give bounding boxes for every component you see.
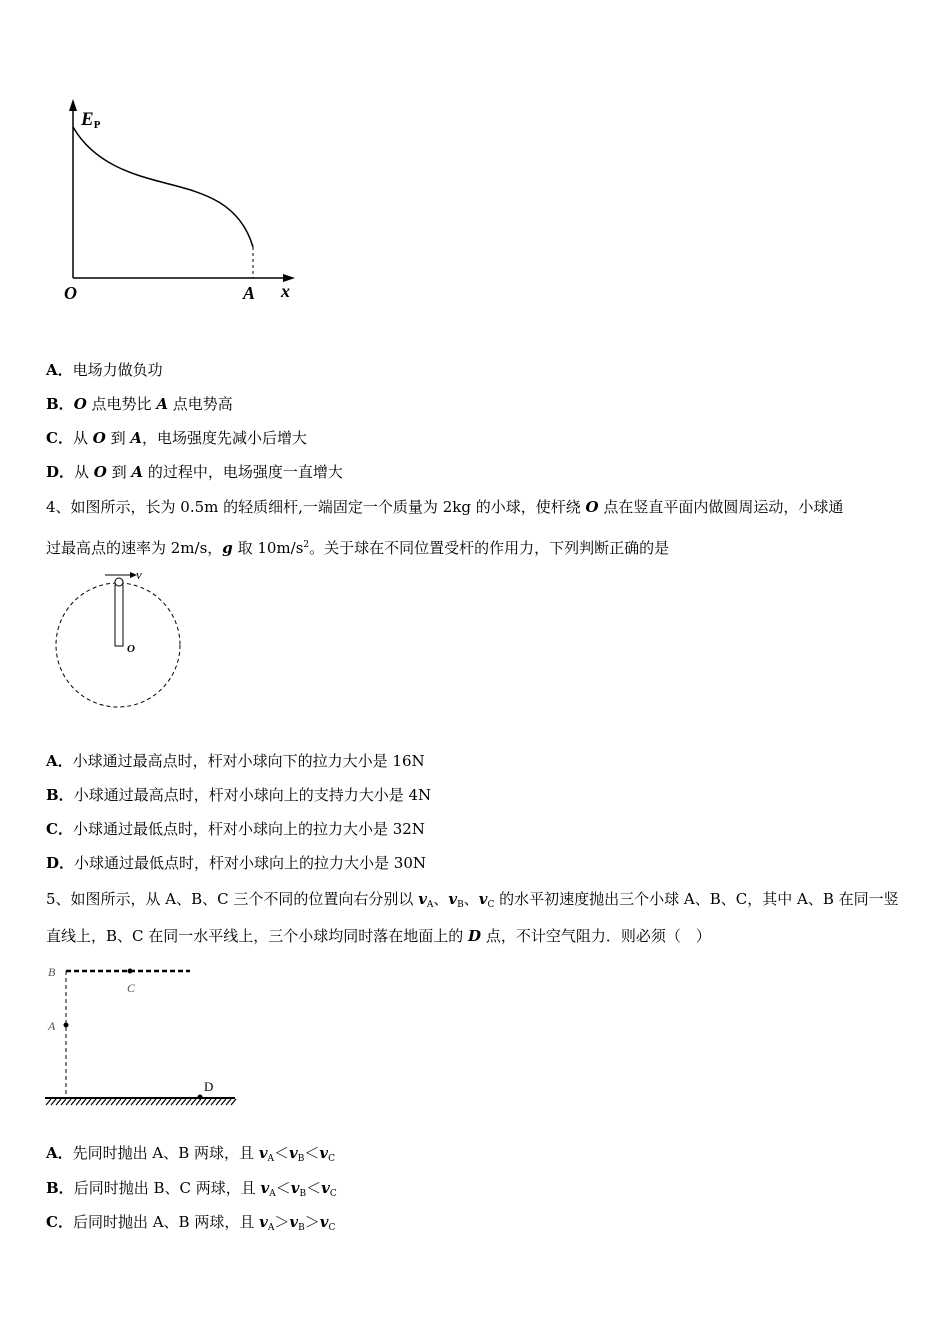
text-segment: C (329, 1189, 337, 1199)
q5-stem-line-1 (46, 889, 899, 915)
q3-option-c (46, 428, 307, 448)
label-b: B (48, 965, 56, 979)
text-segment: A (426, 900, 434, 910)
text-segment: v (259, 1213, 268, 1231)
svg-text:EP (80, 109, 101, 131)
text-segment: C (328, 1223, 336, 1233)
q4-stem-line-2 (46, 535, 669, 558)
hatch-mark (206, 1099, 211, 1105)
text-segment: 到 (106, 463, 132, 481)
text-segment: ＜ (274, 1144, 290, 1162)
ground-hatching (46, 1099, 236, 1105)
hatch-mark (121, 1099, 126, 1105)
hatch-mark (196, 1099, 201, 1105)
hatch-mark (146, 1099, 151, 1105)
circular-motion-diagram (50, 565, 190, 715)
hatch-mark (231, 1099, 236, 1105)
projectile-diagram (40, 960, 240, 1110)
text-segment: B． (46, 1179, 74, 1197)
text-segment: B (457, 900, 464, 910)
text-segment: C (328, 1154, 336, 1164)
hatch-mark (131, 1099, 136, 1105)
hatch-mark (86, 1099, 91, 1105)
point-a-label: A (243, 283, 256, 303)
text-segment: 取 10m/s (232, 539, 304, 557)
y-axis-label-sub: P (93, 119, 101, 131)
hatch-mark (161, 1099, 166, 1105)
potential-energy-graph (55, 95, 315, 310)
text-segment: C． (46, 1213, 73, 1231)
text-segment: B． (46, 786, 74, 804)
text-segment: C． (46, 820, 73, 838)
text-segment: D． (46, 854, 75, 872)
text-segment: 4、如图所示，长为 0.5m 的轻质细杆,一端固定一个质量为 2kg 的小球，使杆绕 (46, 498, 586, 516)
hatch-mark (201, 1099, 206, 1105)
energy-curve (73, 127, 253, 247)
text-segment: D． (46, 463, 75, 481)
text-segment: D (468, 927, 482, 945)
text-segment: ＞ (304, 1213, 320, 1231)
hatch-mark (61, 1099, 66, 1105)
y-axis-arrow (69, 99, 77, 111)
q4-option-b (46, 785, 431, 805)
text-segment: 小球通过最高点时，杆对小球向下的拉力大小是 16N (72, 752, 425, 770)
text-segment: 2 (303, 540, 310, 550)
hatch-mark (46, 1099, 51, 1105)
text-segment: B (298, 1223, 305, 1233)
text-segment: v (448, 890, 458, 908)
q3-option-b (46, 394, 233, 414)
hatch-mark (171, 1099, 176, 1105)
q5-stem-line-2 (46, 926, 711, 946)
text-segment: 小球通过最低点时，杆对小球向上的拉力大小是 32N (72, 820, 425, 838)
text-segment: v (321, 1179, 330, 1197)
origin-label: O (64, 283, 77, 303)
text-segment: 小球通过最高点时，杆对小球向上的支持力大小是 4N (73, 786, 432, 804)
text-segment: 后同时抛出 B、C 两球，且 (73, 1179, 261, 1197)
text-segment: v (478, 890, 488, 908)
hatch-mark (81, 1099, 86, 1105)
text-segment: A (130, 429, 142, 447)
hatch-mark (166, 1099, 171, 1105)
text-segment: 、 (463, 890, 479, 908)
text-segment: 后同时抛出 A、B 两球，且 (72, 1213, 260, 1231)
hatch-mark (126, 1099, 131, 1105)
hatch-mark (56, 1099, 61, 1105)
velocity-label: v (136, 567, 142, 582)
hatch-mark (211, 1099, 216, 1105)
text-segment: 、 (433, 890, 449, 908)
text-segment: v (418, 890, 427, 908)
text-segment: v (258, 1144, 268, 1162)
label-d: D (204, 1079, 214, 1094)
hatch-mark (136, 1099, 141, 1105)
text-segment: C． (46, 429, 73, 447)
text-segment: ＜ (275, 1179, 291, 1197)
text-segment: 点电势比 (86, 395, 157, 413)
text-segment: 点，不计空气阻力．则必须（ ） (481, 927, 711, 945)
text-segment: g (222, 539, 233, 557)
text-segment: A (131, 463, 144, 481)
text-segment: A． (46, 752, 73, 770)
text-segment: B (299, 1189, 307, 1199)
hatch-mark (111, 1099, 116, 1105)
hatch-mark (221, 1099, 226, 1105)
text-segment: O (93, 463, 107, 481)
text-segment: 过最高点的速率为 2m/s， (46, 539, 223, 557)
q3-option-d (46, 462, 343, 482)
hatch-mark (216, 1099, 221, 1105)
hatch-mark (226, 1099, 231, 1105)
x-axis-label: x (281, 281, 290, 301)
text-segment: v (319, 1144, 329, 1162)
text-segment: v (289, 1213, 299, 1231)
hatch-mark (91, 1099, 96, 1105)
text-segment: O (73, 395, 87, 413)
text-segment: B． (46, 395, 74, 413)
text-segment: 。关于球在不同位置受杆的作用力，下列判断正确的是 (309, 539, 670, 557)
hatch-mark (76, 1099, 81, 1105)
q5-option-c (46, 1212, 335, 1238)
hatch-mark (116, 1099, 121, 1105)
text-segment: 点在竖直平面内做圆周运动，小球通 (598, 498, 844, 516)
text-segment: v (290, 1179, 300, 1197)
text-segment: v (289, 1144, 298, 1162)
text-segment: 电场力做负功 (72, 361, 163, 379)
q3-option-a (46, 360, 163, 380)
point-c-dot (128, 969, 133, 974)
rod (115, 585, 123, 646)
text-segment: A． (46, 1144, 73, 1162)
hatch-mark (51, 1099, 56, 1105)
text-segment: v (260, 1179, 270, 1197)
q4-option-a (46, 751, 425, 771)
text-segment: ＜ (306, 1179, 322, 1197)
text-segment: 到 (105, 429, 131, 447)
hatch-mark (101, 1099, 106, 1105)
center-label: O (127, 643, 135, 655)
text-segment: 的水平初速度抛出三个小球 A、B、C，其中 A、B 在同一竖 (494, 890, 899, 908)
label-c: C (127, 981, 136, 995)
hatch-mark (141, 1099, 146, 1105)
text-segment: A (156, 395, 168, 413)
text-segment: A (267, 1154, 275, 1164)
q4-stem-line-1 (46, 497, 843, 517)
point-a-dot (64, 1023, 69, 1028)
text-segment: 从 (74, 463, 94, 481)
text-segment: B (297, 1154, 305, 1164)
q4-option-c (46, 819, 425, 839)
text-segment: 小球通过最低点时，杆对小球向上的拉力大小是 30N (74, 854, 426, 872)
text-segment: O (585, 498, 599, 516)
hatch-mark (71, 1099, 76, 1105)
ball (115, 578, 123, 586)
text-segment: A (267, 1223, 275, 1233)
hatch-mark (66, 1099, 71, 1105)
hatch-mark (186, 1099, 191, 1105)
q4-option-d (46, 853, 426, 873)
hatch-mark (106, 1099, 111, 1105)
text-segment: A． (46, 361, 73, 379)
text-segment: 点电势高 (167, 395, 233, 413)
text-segment: v (319, 1213, 329, 1231)
text-segment: O (92, 429, 106, 447)
q5-option-a (46, 1143, 335, 1169)
hatch-mark (96, 1099, 101, 1105)
text-segment: ，电场强度先减小后增大 (142, 429, 308, 447)
label-a: A (48, 1019, 56, 1033)
text-segment: C (487, 900, 495, 910)
hatch-mark (191, 1099, 196, 1105)
text-segment: 5、如图所示，从 A、B、C 三个不同的位置向右分别以 (46, 890, 419, 908)
text-segment: ＜ (304, 1144, 320, 1162)
text-segment: ＞ (274, 1213, 290, 1231)
text-segment: 先同时抛出 A、B 两球，且 (72, 1144, 259, 1162)
text-segment: 直线上，B、C 在同一水平线上，三个小球均同时落在地面上的 (46, 927, 469, 945)
y-axis-label: E (81, 109, 94, 130)
hatch-mark (176, 1099, 181, 1105)
hatch-mark (181, 1099, 186, 1105)
text-segment: A (269, 1189, 276, 1199)
hatch-mark (156, 1099, 161, 1105)
q5-option-b (46, 1178, 337, 1204)
hatch-mark (151, 1099, 156, 1105)
text-segment: 的过程中，电场强度一直增大 (143, 463, 343, 481)
text-segment: 从 (72, 429, 93, 447)
